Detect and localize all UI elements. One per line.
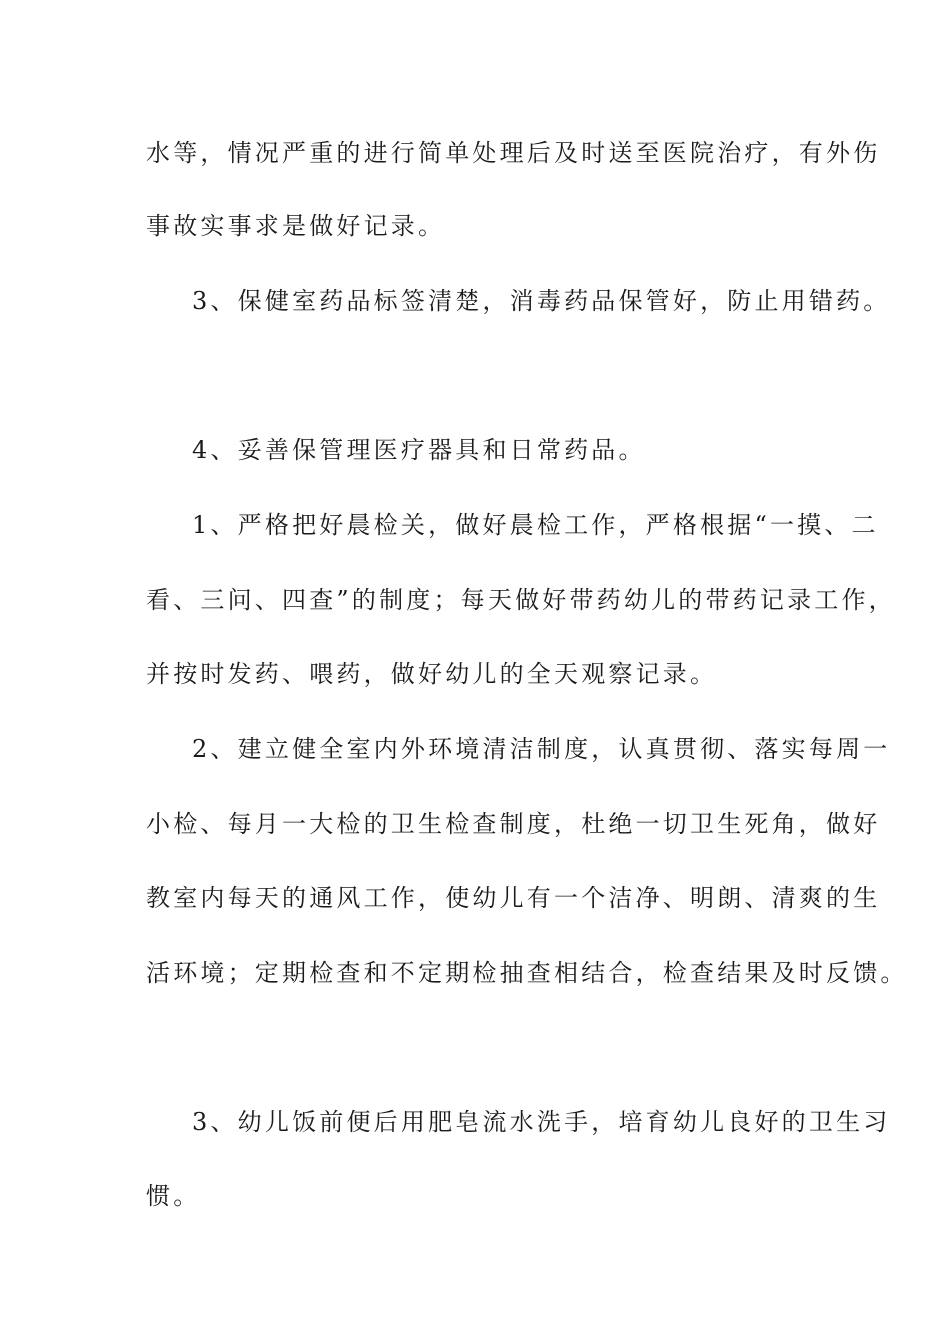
paragraph-line: 水等，情况严重的进行简单处理后及时送至医院治疗，有外伤 bbox=[146, 139, 881, 167]
paragraph-line: 事故实事求是做好记录。 bbox=[146, 212, 446, 240]
paragraph-line: 并按时发药、喂药，做好幼儿的全天观察记录。 bbox=[146, 660, 718, 688]
paragraph-line: 3、幼儿饭前便后用肥皂流水洗手，培育幼儿良好的卫生习 bbox=[192, 1108, 891, 1136]
paragraph-line: 活环境；定期检查和不定期检抽查相结合，检查结果及时反馈。 bbox=[146, 959, 908, 987]
paragraph-line: 小检、每月一大检的卫生检查制度，杜绝一切卫生死角，做好 bbox=[146, 810, 881, 838]
paragraph-line: 1、严格把好晨检关，做好晨检工作，严格根据“一摸、二 bbox=[192, 511, 879, 539]
paragraph-line: 看、三问、四查”的制度；每天做好带药幼儿的带药记录工作， bbox=[146, 586, 896, 614]
paragraph-line: 4、妥善保管理医疗器具和日常药品。 bbox=[192, 436, 646, 464]
paragraph-line: 惯。 bbox=[146, 1182, 201, 1210]
paragraph-line: 2、建立健全室内外环境清洁制度，认真贯彻、落实每周一 bbox=[192, 735, 891, 763]
paragraph-line: 教室内每天的通风工作，使幼儿有一个洁净、明朗、清爽的生 bbox=[146, 884, 881, 912]
paragraph-line: 3、保健室药品标签清楚，消毒药品保管好，防止用错药。 bbox=[192, 287, 891, 315]
